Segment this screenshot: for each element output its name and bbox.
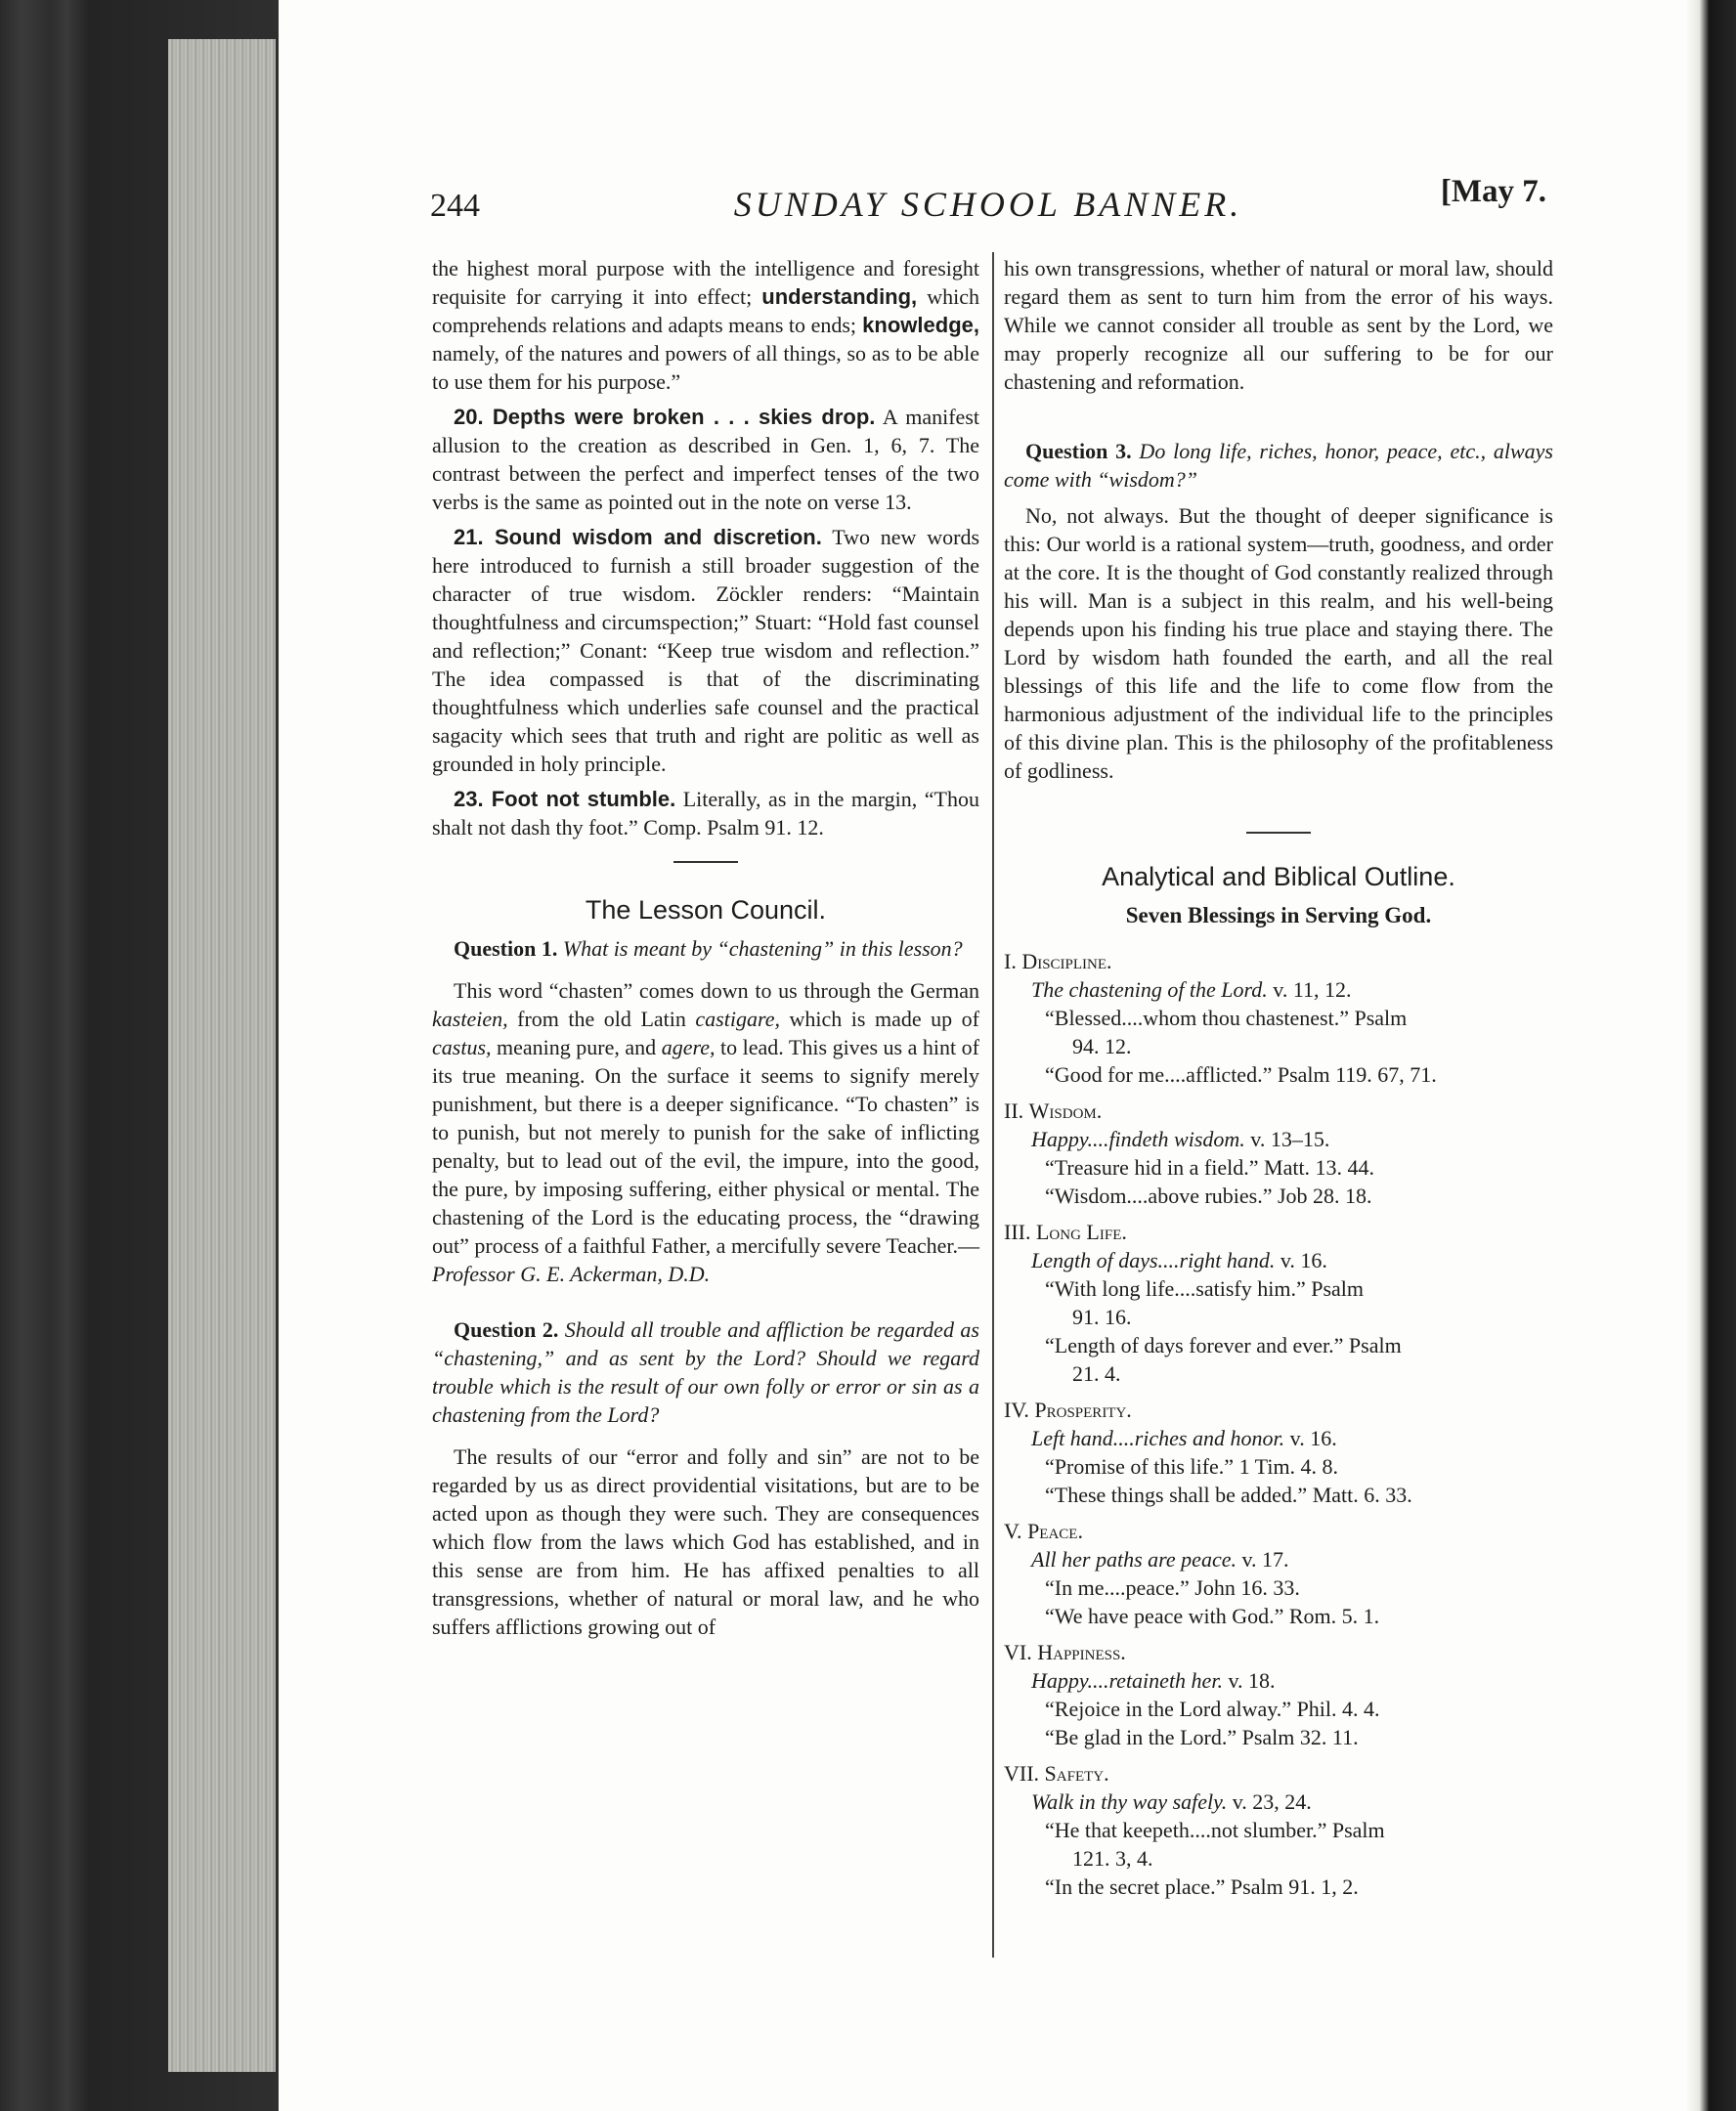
issue-date: [May 7. — [1440, 174, 1546, 209]
question-1-label: Question 1. — [454, 936, 558, 961]
outline-reference — [1004, 1424, 1553, 1452]
outline-numeral: II. — [1004, 1099, 1029, 1123]
outline-quote: “In me....peace.” John 16. 33. — [1045, 1575, 1300, 1600]
outline-reference-verse: v. 17. — [1236, 1547, 1289, 1572]
question-1: Question 1. What is meant by “chastening” in this lesson? — [454, 936, 963, 961]
outline-quote: “Rejoice in the Lord alway.” Phil. 4. 4. — [1045, 1697, 1380, 1721]
outline-quote: “Good for me....afflicted.” Psalm 119. 67, 71. — [1045, 1062, 1437, 1087]
outline-reference — [1004, 975, 1553, 1004]
outline-subtitle: Seven Blessings in Serving God. — [1125, 903, 1432, 927]
outline-quote-continuation: 21. 4. — [1072, 1361, 1121, 1386]
outline-reference-verse: v. 23, 24. — [1227, 1789, 1312, 1814]
outline-reference-text: All her paths are peace. — [1031, 1547, 1237, 1572]
outline-reference — [1004, 1666, 1553, 1695]
outline-item — [1004, 1396, 1553, 1509]
outline-quote: “Treasure hid in a field.” Matt. 13. 44. — [1045, 1155, 1375, 1180]
outline-reference-text: The chastening of the Lord. — [1031, 977, 1268, 1002]
outline-heading — [1004, 947, 1553, 975]
left-column — [432, 254, 979, 1648]
verse-20-heading: 20. Depths were broken . . . skies drop. — [454, 405, 876, 429]
outline-reference-text: Happy....retaineth her. — [1031, 1668, 1223, 1693]
outline-reference-text: Happy....findeth wisdom. — [1031, 1127, 1245, 1151]
outline-reference-text: Walk in thy way safely. — [1031, 1789, 1228, 1814]
term-understanding: understanding, — [761, 284, 918, 309]
outline-list — [1004, 947, 1553, 1901]
outline-quote: “Promise of this life.” 1 Tim. 4. 8. — [1045, 1454, 1339, 1479]
verse-21-note: 21. Sound wisdom and discretion. Two new words here introduced to furnish a still broader suggestion of the character of true wisdom. Zöckler renders: “Maintain thoughtfulness and circumspection;” Stuart: “Hold fast counsel and reflection;” Conant: “Keep true wisdom and reflection.” The idea compassed is that of the discriminating thoughtfulness which underlies safe counsel and the practical sagacity which sees that truth and right are politic as well as grounded in holy principle. — [432, 525, 980, 776]
question-2-label: Question 2. — [454, 1317, 559, 1342]
outline-numeral: V. — [1004, 1519, 1028, 1543]
outline-quote: “Length of days forever and ever.” Psalm — [1045, 1333, 1402, 1357]
page-number: 244 — [430, 188, 480, 224]
outline-name: Safety. — [1044, 1761, 1109, 1786]
outline-item — [1004, 1638, 1553, 1751]
outline-quote: “We have peace with God.” Rom. 5. 1. — [1045, 1604, 1380, 1628]
outline-quote: “In the secret place.” Psalm 91. 1, 2. — [1045, 1874, 1359, 1899]
outline-item — [1004, 1218, 1553, 1388]
lesson-council-title: The Lesson Council. — [585, 895, 827, 925]
outline-reference-verse: v. 11, 12. — [1267, 977, 1352, 1002]
outline-item — [1004, 947, 1553, 1089]
outline-numeral: VI. — [1004, 1640, 1038, 1664]
outline-name: Long Life. — [1035, 1220, 1127, 1244]
page-edges — [168, 39, 276, 2072]
outline-reference-text: Length of days....right hand. — [1031, 1248, 1276, 1272]
outline-name: Prosperity. — [1034, 1398, 1132, 1422]
outline-reference-verse: v. 16. — [1284, 1426, 1337, 1450]
verse-20-note: 20. Depths were broken . . . skies drop. A manifest allusion to the creation as described in Gen. 1, 6, 7. The contrast between the perfect and imperfect tenses of the two verbs is the same as pointed out in the note on verse 13. — [432, 405, 979, 514]
outline-quote-continuation: 121. 3, 4. — [1072, 1846, 1153, 1871]
outline-item — [1004, 1759, 1553, 1901]
outline-quote-continuation: 94. 12. — [1072, 1034, 1132, 1058]
section-rule — [1246, 832, 1311, 834]
book-page — [279, 0, 1687, 2111]
term-knowledge: knowledge, — [856, 313, 979, 337]
outline-reference — [1004, 1125, 1553, 1153]
outline-numeral: IV. — [1004, 1398, 1035, 1422]
question-3-label: Question 3. — [1025, 439, 1132, 463]
intro-paragraph: the highest moral purpose with the intelligence and foresight requisite for carrying it into effect; understanding, which comprehends relations and adapts means to ends; knowledge, namely, of the natures and powers of all things, so as to be able to use them for his purpose.” — [432, 256, 979, 394]
running-title: SUNDAY SCHOOL BANNER. — [733, 185, 1243, 224]
outline-quote: “Blessed....whom thou chastenest.” Psalm — [1045, 1006, 1408, 1030]
verse-21-heading: 21. Sound wisdom and discretion. — [454, 525, 822, 549]
outline-reference-verse: v. 16. — [1275, 1248, 1327, 1272]
outline-item — [1004, 1517, 1553, 1630]
outline-heading — [1004, 1097, 1553, 1125]
outline-numeral: VII. — [1004, 1761, 1045, 1786]
outline-heading — [1004, 1759, 1553, 1788]
question-3-answer: No, not always. But the thought of deeper significance is this: Our world is a rational system—truth, goodness, and order at the core. It is the thought of God constantly realized through his will. Man is a subject in this realm, and his well-being depends upon his finding his true place and staying there. The Lord by wisdom hath founded the earth, and all the real blessings of this life and the life to come flow from the harmonious adjustment of the individual life to the principles of this divine plan. This is the philosophy of the profitableness of godliness. — [1004, 503, 1553, 783]
outline-numeral: I. — [1004, 949, 1022, 973]
section-rule — [673, 861, 738, 863]
column-divider — [992, 252, 994, 1958]
facing-page-edge — [1687, 0, 1736, 2111]
verse-23-note: 23. Foot not stumble. Literally, as in the margin, “Thou shalt not dash thy foot.” Comp. Psalm 91. 12. — [432, 787, 979, 840]
outline-heading — [1004, 1218, 1553, 1246]
outline-title: Analytical and Biblical Outline. — [1102, 862, 1455, 891]
outline-reference-verse: v. 13–15. — [1244, 1127, 1330, 1151]
outline-heading — [1004, 1638, 1553, 1666]
outline-reference — [1004, 1246, 1553, 1274]
outline-reference — [1004, 1545, 1553, 1573]
question-2-answer: The results of our “error and folly and sin” are not to be regarded by us as direct providential visitations, but are to be acted upon as though they were such. They are consequences which flow from the laws which God has established, and in this sense are from him. He has affixed penalties to all transgressions, whether of natural or moral law, and he who suffers afflictions growing out of — [432, 1444, 979, 1639]
outline-quote: “With long life....satisfy him.” Psalm — [1045, 1276, 1365, 1301]
outline-name: Discipline. — [1021, 949, 1112, 973]
outline-quote: “Be glad in the Lord.” Psalm 32. 11. — [1045, 1725, 1359, 1749]
outline-quote-continuation: 91. 16. — [1072, 1305, 1132, 1329]
outline-quote: “He that keepeth....not slumber.” Psalm — [1045, 1818, 1385, 1842]
outline-name: Wisdom. — [1028, 1099, 1103, 1123]
question-2-answer-continued: his own transgressions, whether of natural or moral law, should regard them as sent to turn him from the error of his ways. While we cannot consider all trouble as sent by the Lord, we may properly recognize all our suffering to be for our chastening and reformation. — [1004, 256, 1553, 394]
question-3: Question 3. Do long life, riches, honor, peace, etc., always come with “wisdom?” — [1004, 439, 1553, 492]
page-header — [430, 174, 1546, 233]
outline-quote: “Wisdom....above rubies.” Job 28. 18. — [1045, 1184, 1372, 1208]
outline-numeral: III. — [1004, 1220, 1036, 1244]
question-1-answer: This word “chasten” comes down to us through the German kasteien, from the old Latin castigare, which is made up of castus, meaning pure, and agere, to lead. This gives us a hint of its true meaning. On the surface it seems to signify merely punishment, but there is a deeper significance. “To chasten” is to punish, but not merely to punish for the sake of inflicting penalty, but to lead out of the evil, the impure, into the good, the pure, by imposing suffering, either physical or mental. The chastening of the Lord is the educating process, the “drawing out” process of a faithful Father, a mercifully severe Teacher.—Professor G. E. Ackerman, D.D. — [432, 978, 980, 1286]
outline-reference — [1004, 1788, 1553, 1816]
question-2: Question 2. Should all trouble and affliction be regarded as “chastening,” and as sent by the Lord? Should we regard trouble which is the result of our own folly or error or sin as a chastening from the Lord? — [432, 1317, 979, 1427]
outline-quote: “These things shall be added.” Matt. 6. 33. — [1045, 1483, 1412, 1507]
outline-name: Happiness. — [1037, 1640, 1126, 1664]
right-column — [1004, 254, 1553, 1901]
question-1-signature: Professor G. E. Ackerman, D.D. — [432, 1262, 711, 1286]
verse-23-heading: 23. Foot not stumble. — [454, 787, 676, 811]
outline-name: Peace. — [1027, 1519, 1083, 1543]
outline-heading — [1004, 1396, 1553, 1424]
outline-heading — [1004, 1517, 1553, 1545]
outline-reference-text: Left hand....riches and honor. — [1031, 1426, 1285, 1450]
outline-reference-verse: v. 18. — [1222, 1668, 1276, 1693]
outline-item — [1004, 1097, 1553, 1210]
